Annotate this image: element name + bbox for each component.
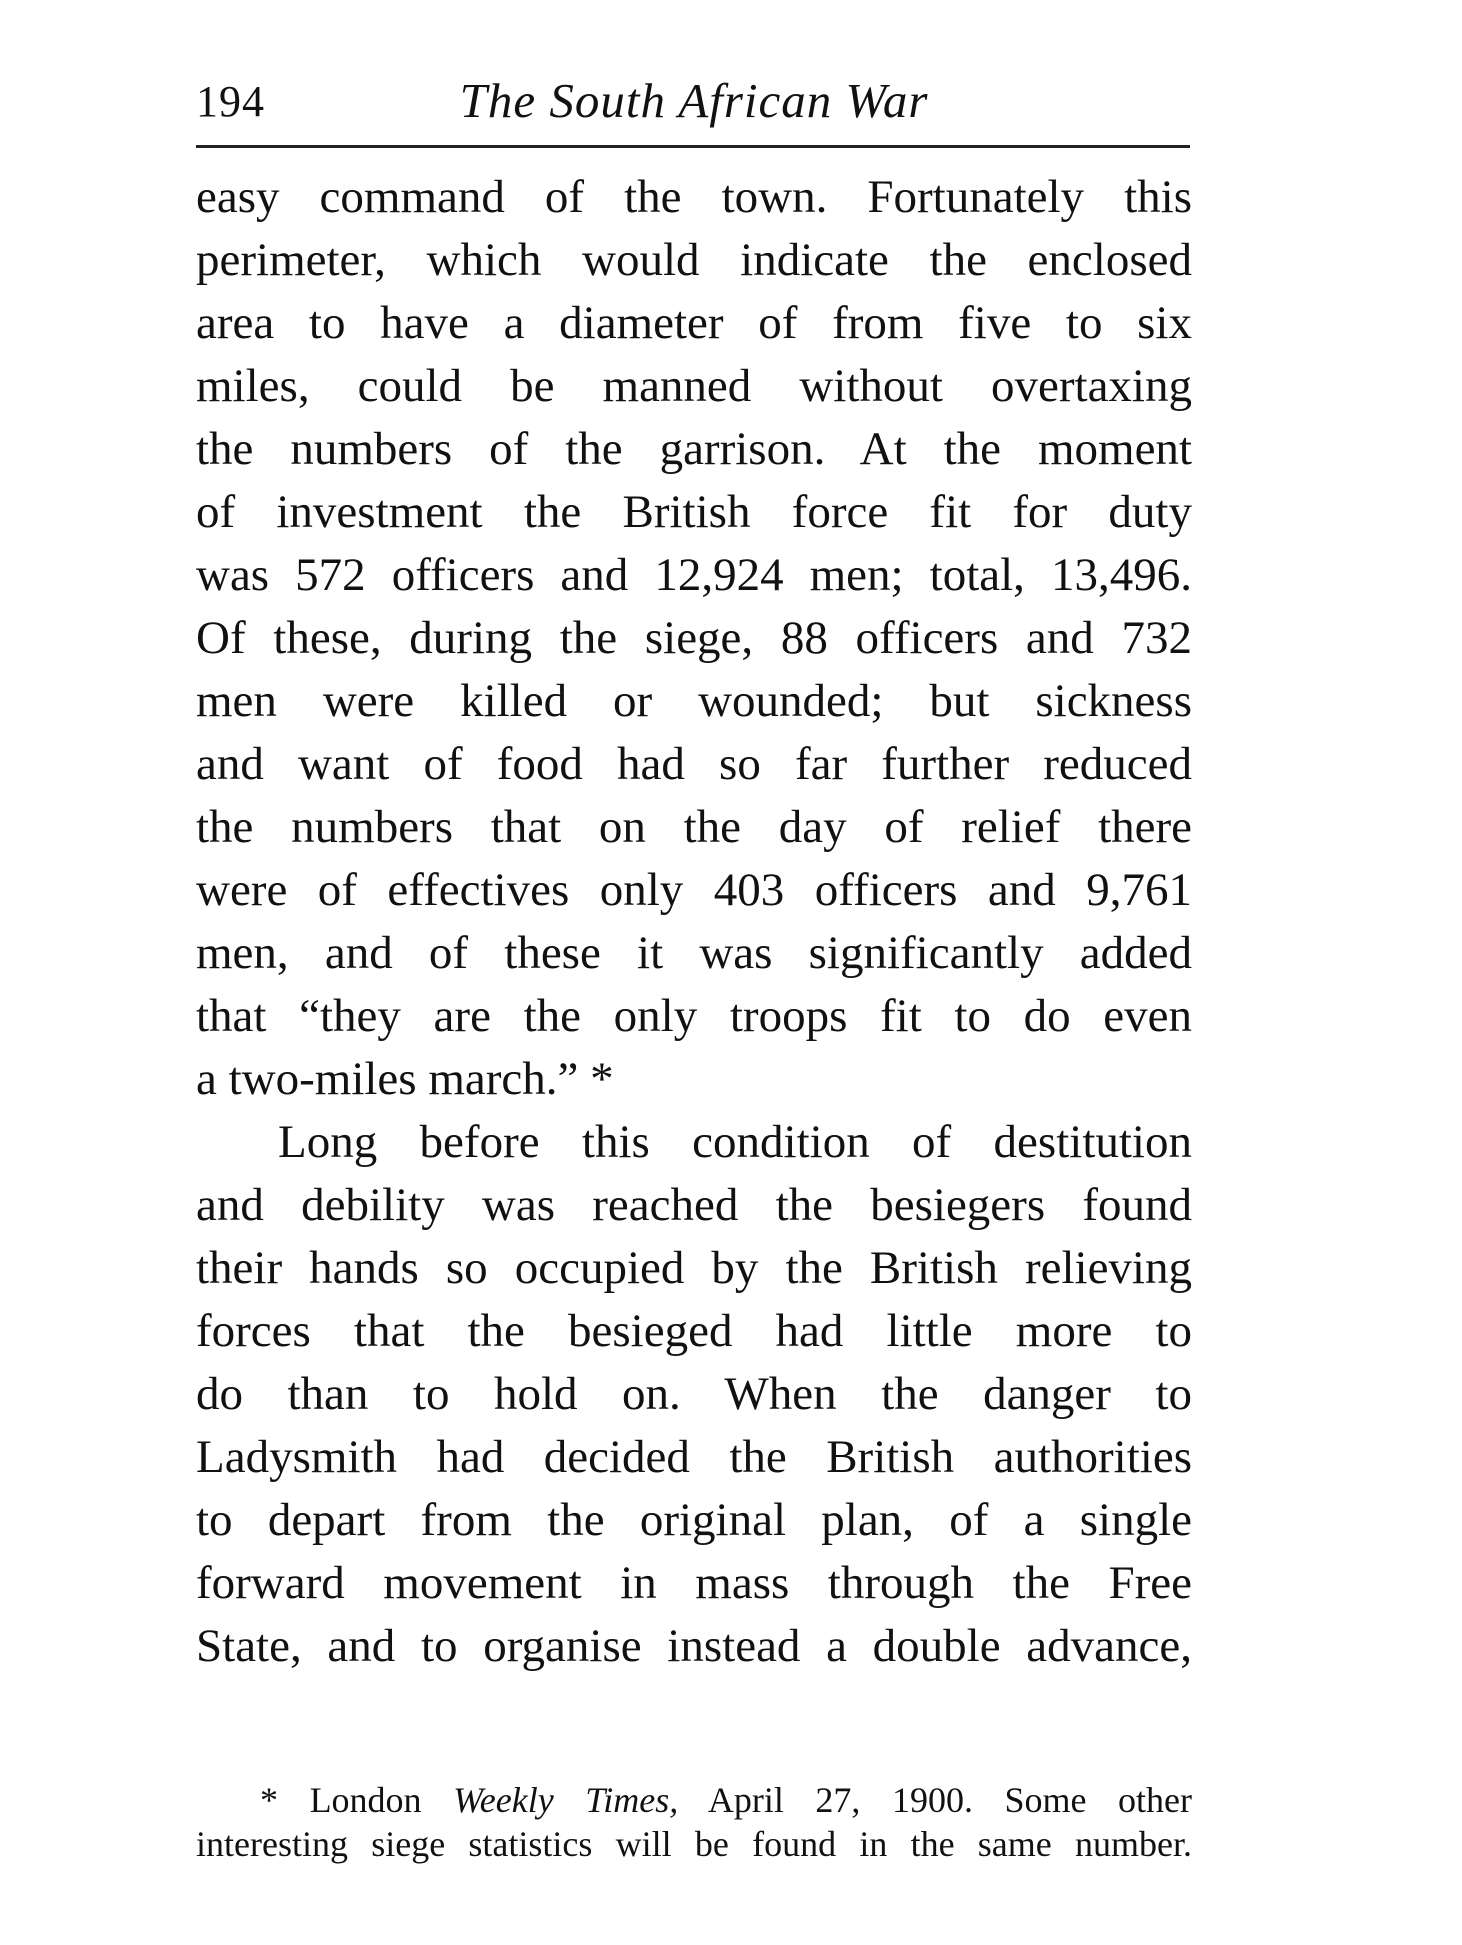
footnote-marker: * (260, 1780, 278, 1820)
text-line: forward movement in mass through the Free (196, 1557, 1192, 1609)
footnote (196, 1778, 1192, 1866)
footnote-line: interesting siege statistics will be found in the same number. (196, 1824, 1192, 1864)
text-line: the numbers that on the day of relief there (196, 801, 1192, 853)
running-head (196, 66, 1192, 136)
footnote-date: April 27, 1900. Some other (707, 1780, 1193, 1820)
text-line: Of these, during the siege, 88 officers and 732 (196, 612, 1192, 664)
text-line: were of effectives only 403 officers and 9,761 (196, 864, 1192, 916)
text-line: miles, could be manned without overtaxing (196, 360, 1192, 412)
text-line: do than to hold on. When the danger to (196, 1368, 1192, 1420)
text-line: perimeter, which would indicate the enclosed (196, 234, 1192, 286)
text-line: a two-miles march.” * (196, 1053, 614, 1105)
text-line: that “they are the only troops fit to do even (196, 990, 1192, 1042)
text-line: and debility was reached the besiegers found (196, 1179, 1192, 1231)
text-line: Ladysmith had decided the British authorities (196, 1431, 1192, 1483)
header-rule (196, 145, 1190, 148)
running-title: The South African War (459, 73, 929, 128)
text-line: men, and of these it was significantly added (196, 927, 1192, 979)
footnote-publication: Weekly Times, (453, 1780, 679, 1820)
page-number: 194 (196, 77, 265, 126)
footnote-prefix: London (309, 1780, 422, 1820)
text-line: forces that the besieged had little more to (196, 1305, 1192, 1357)
body-text (196, 166, 1192, 1678)
text-line: their hands so occupied by the British relieving (196, 1242, 1192, 1294)
text-line: area to have a diameter of from five to six (196, 297, 1192, 349)
text-line: the numbers of the garrison. At the moment (196, 423, 1192, 475)
text-line: and want of food had so far further reduced (196, 738, 1192, 790)
text-line: to depart from the original plan, of a single (196, 1494, 1192, 1546)
text-line: State, and to organise instead a double advance, (196, 1620, 1192, 1672)
text-line: was 572 officers and 12,924 men; total, 13,496. (196, 549, 1192, 601)
text-line: of investment the British force fit for duty (196, 486, 1192, 538)
text-line: easy command of the town. Fortunately this (196, 171, 1192, 223)
text-line: men were killed or wounded; but sickness (196, 675, 1192, 727)
footnote-line (196, 1778, 1192, 1822)
paragraph-first-line: Long before this condition of destitution (278, 1116, 1192, 1168)
